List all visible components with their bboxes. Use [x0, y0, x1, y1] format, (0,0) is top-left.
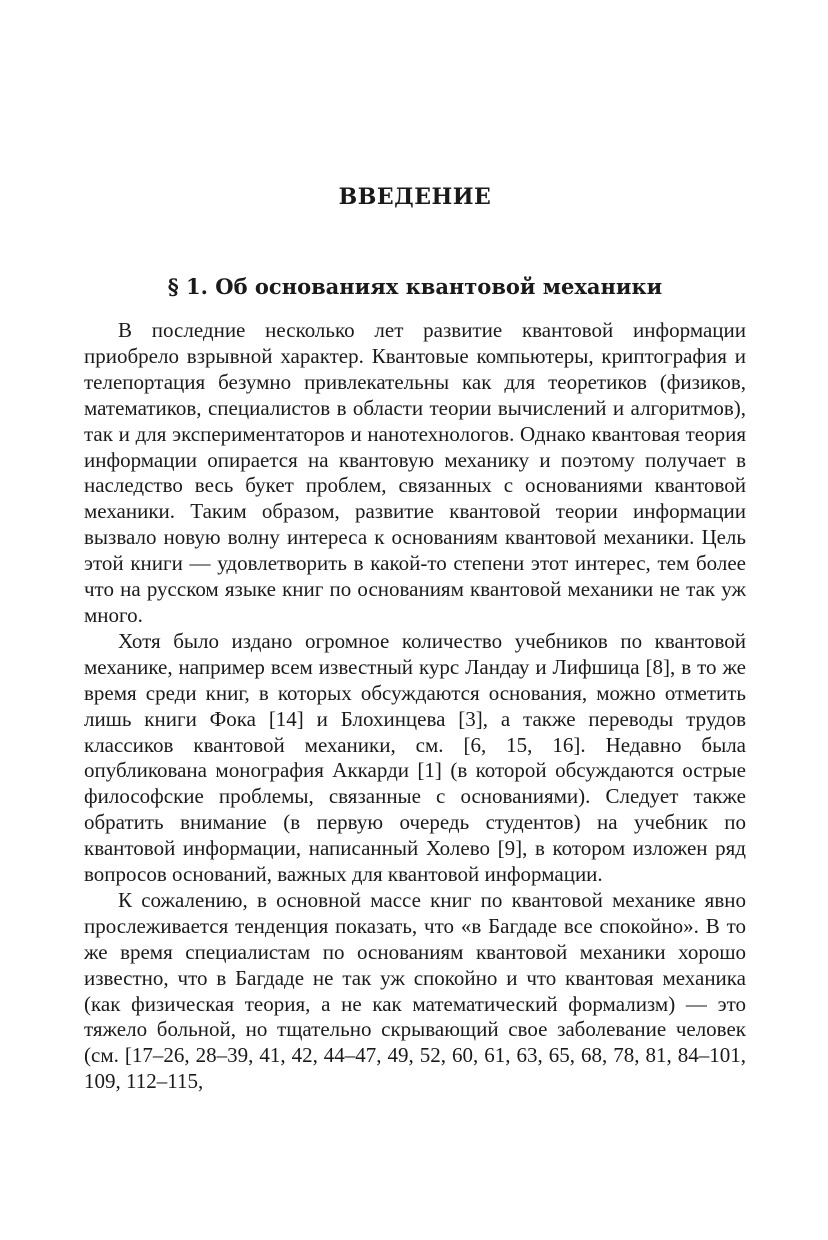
section-title: § 1. Об основаниях квантовой механики [167, 274, 663, 299]
body-text [84, 318, 746, 1095]
paragraph-1: В последние несколько лет развитие квантовой информации приобрело взрывной характер. Квантовые компьютеры, криптография и телепортация безумно привлекательны как для теоретиков (физиков, математиков, специалистов в области теории вычислений и алгоритмов), так и для экспериментаторов и нанотехнологов. Однако квантовая теория информации опирается на квантовую механику и поэтому получает в наследство весь букет проблем, связанных с основаниями квантовой механики. Таким образом, развитие квантовой теории информации вызвало новую волну интереса к основаниям квантовой механики. Цель этой книги — удовлетворить в какой-то степени этот интерес, тем более что на русском языке книг по основаниям квантовой механики не так уж много. [84, 318, 746, 627]
chapter-title: ВВЕДЕНИЕ [338, 184, 492, 210]
paragraph-2: Хотя было издано огромное количество учебников по квантовой механике, например всем известный курс Ландау и Лифшица [8], в то же время среди книг, в которых обсуждаются основания, можно отметить лишь книги Фока [14] и Блохинцева [3], а также переводы трудов классиков квантовой механики, см. [6, 15, 16]. Недавно была опубликована монография Аккарди [1] (в которой обсуждаются острые философские проблемы, связанные с основаниями). Следует также обратить внимание (в первую очередь студентов) на учебник по квантовой информации, написанный Холево [9], в котором изложен ряд вопросов оснований, важных для квантовой информации. [84, 628, 746, 887]
paragraph-3: К сожалению, в основной массе книг по квантовой механике явно прослеживается тенденция показать, что «в Багдаде все спокойно». В то же время специалистам по основаниям квантовой механики хорошо известно, что в Багдаде не так уж спокойно и что квантовая механика (как физическая теория, а не как математический формализм) — это тяжело больной, но тщательно скрывающий свое заболевание человек (см. [17–26, 28–39, 41, 42, 44–47, 49, 52, 60, 61, 63, 65, 68, 78, 81, 84–101, 109, 112–115, [84, 887, 746, 1094]
